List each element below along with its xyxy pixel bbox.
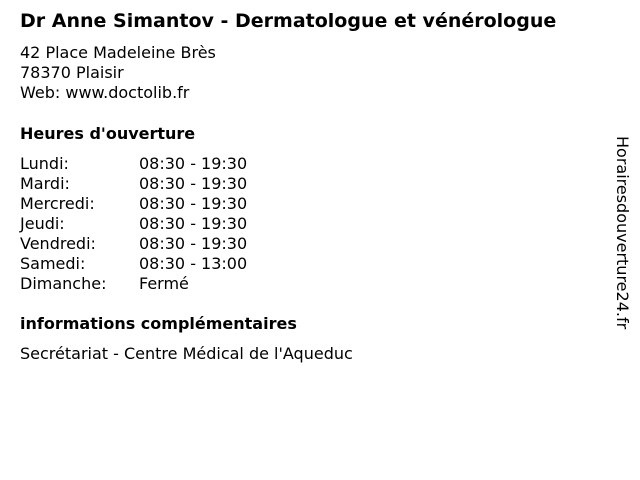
watermark [612,136,632,376]
day-label: Lundi: [20,154,69,173]
time-value: 08:30 - 19:30 [139,154,248,173]
time-value: 08:30 - 13:00 [139,254,248,273]
day-label: Dimanche: [20,274,107,293]
time-value: 08:30 - 19:30 [139,214,248,233]
website-text: Web: www.doctolib.fr [20,83,190,102]
day-label: Samedi: [20,254,86,273]
watermark-text: Horairesdouverture24.fr [613,136,632,330]
time-value: 08:30 - 19:30 [139,234,248,253]
opening-hours-heading: Heures d'ouverture [20,124,196,143]
hours-row-saturday [20,254,247,274]
hours-row-thursday [20,214,247,234]
time-value: 08:30 - 19:30 [139,194,248,213]
city-address: 78370 Plaisir [20,63,124,82]
hours-row-monday [20,154,247,174]
hours-row-sunday [20,274,247,294]
street-address: 42 Place Madeleine Brès [20,43,216,62]
hours-row-friday [20,234,247,254]
opening-hours-table [20,154,247,294]
additional-info-heading: informations complémentaires [20,314,297,333]
additional-info-text: Secrétariat - Centre Médical de l'Aqueduc [20,344,353,363]
day-label: Vendredi: [20,234,96,253]
address-block [20,43,216,103]
day-label: Mercredi: [20,194,95,213]
day-label: Jeudi: [20,214,65,233]
hours-row-tuesday [20,174,247,194]
time-value: Fermé [139,274,189,293]
time-value: 08:30 - 19:30 [139,174,248,193]
page-title: Dr Anne Simantov - Dermatologue et vénérologue [20,10,557,32]
day-label: Mardi: [20,174,70,193]
hours-row-wednesday [20,194,247,214]
